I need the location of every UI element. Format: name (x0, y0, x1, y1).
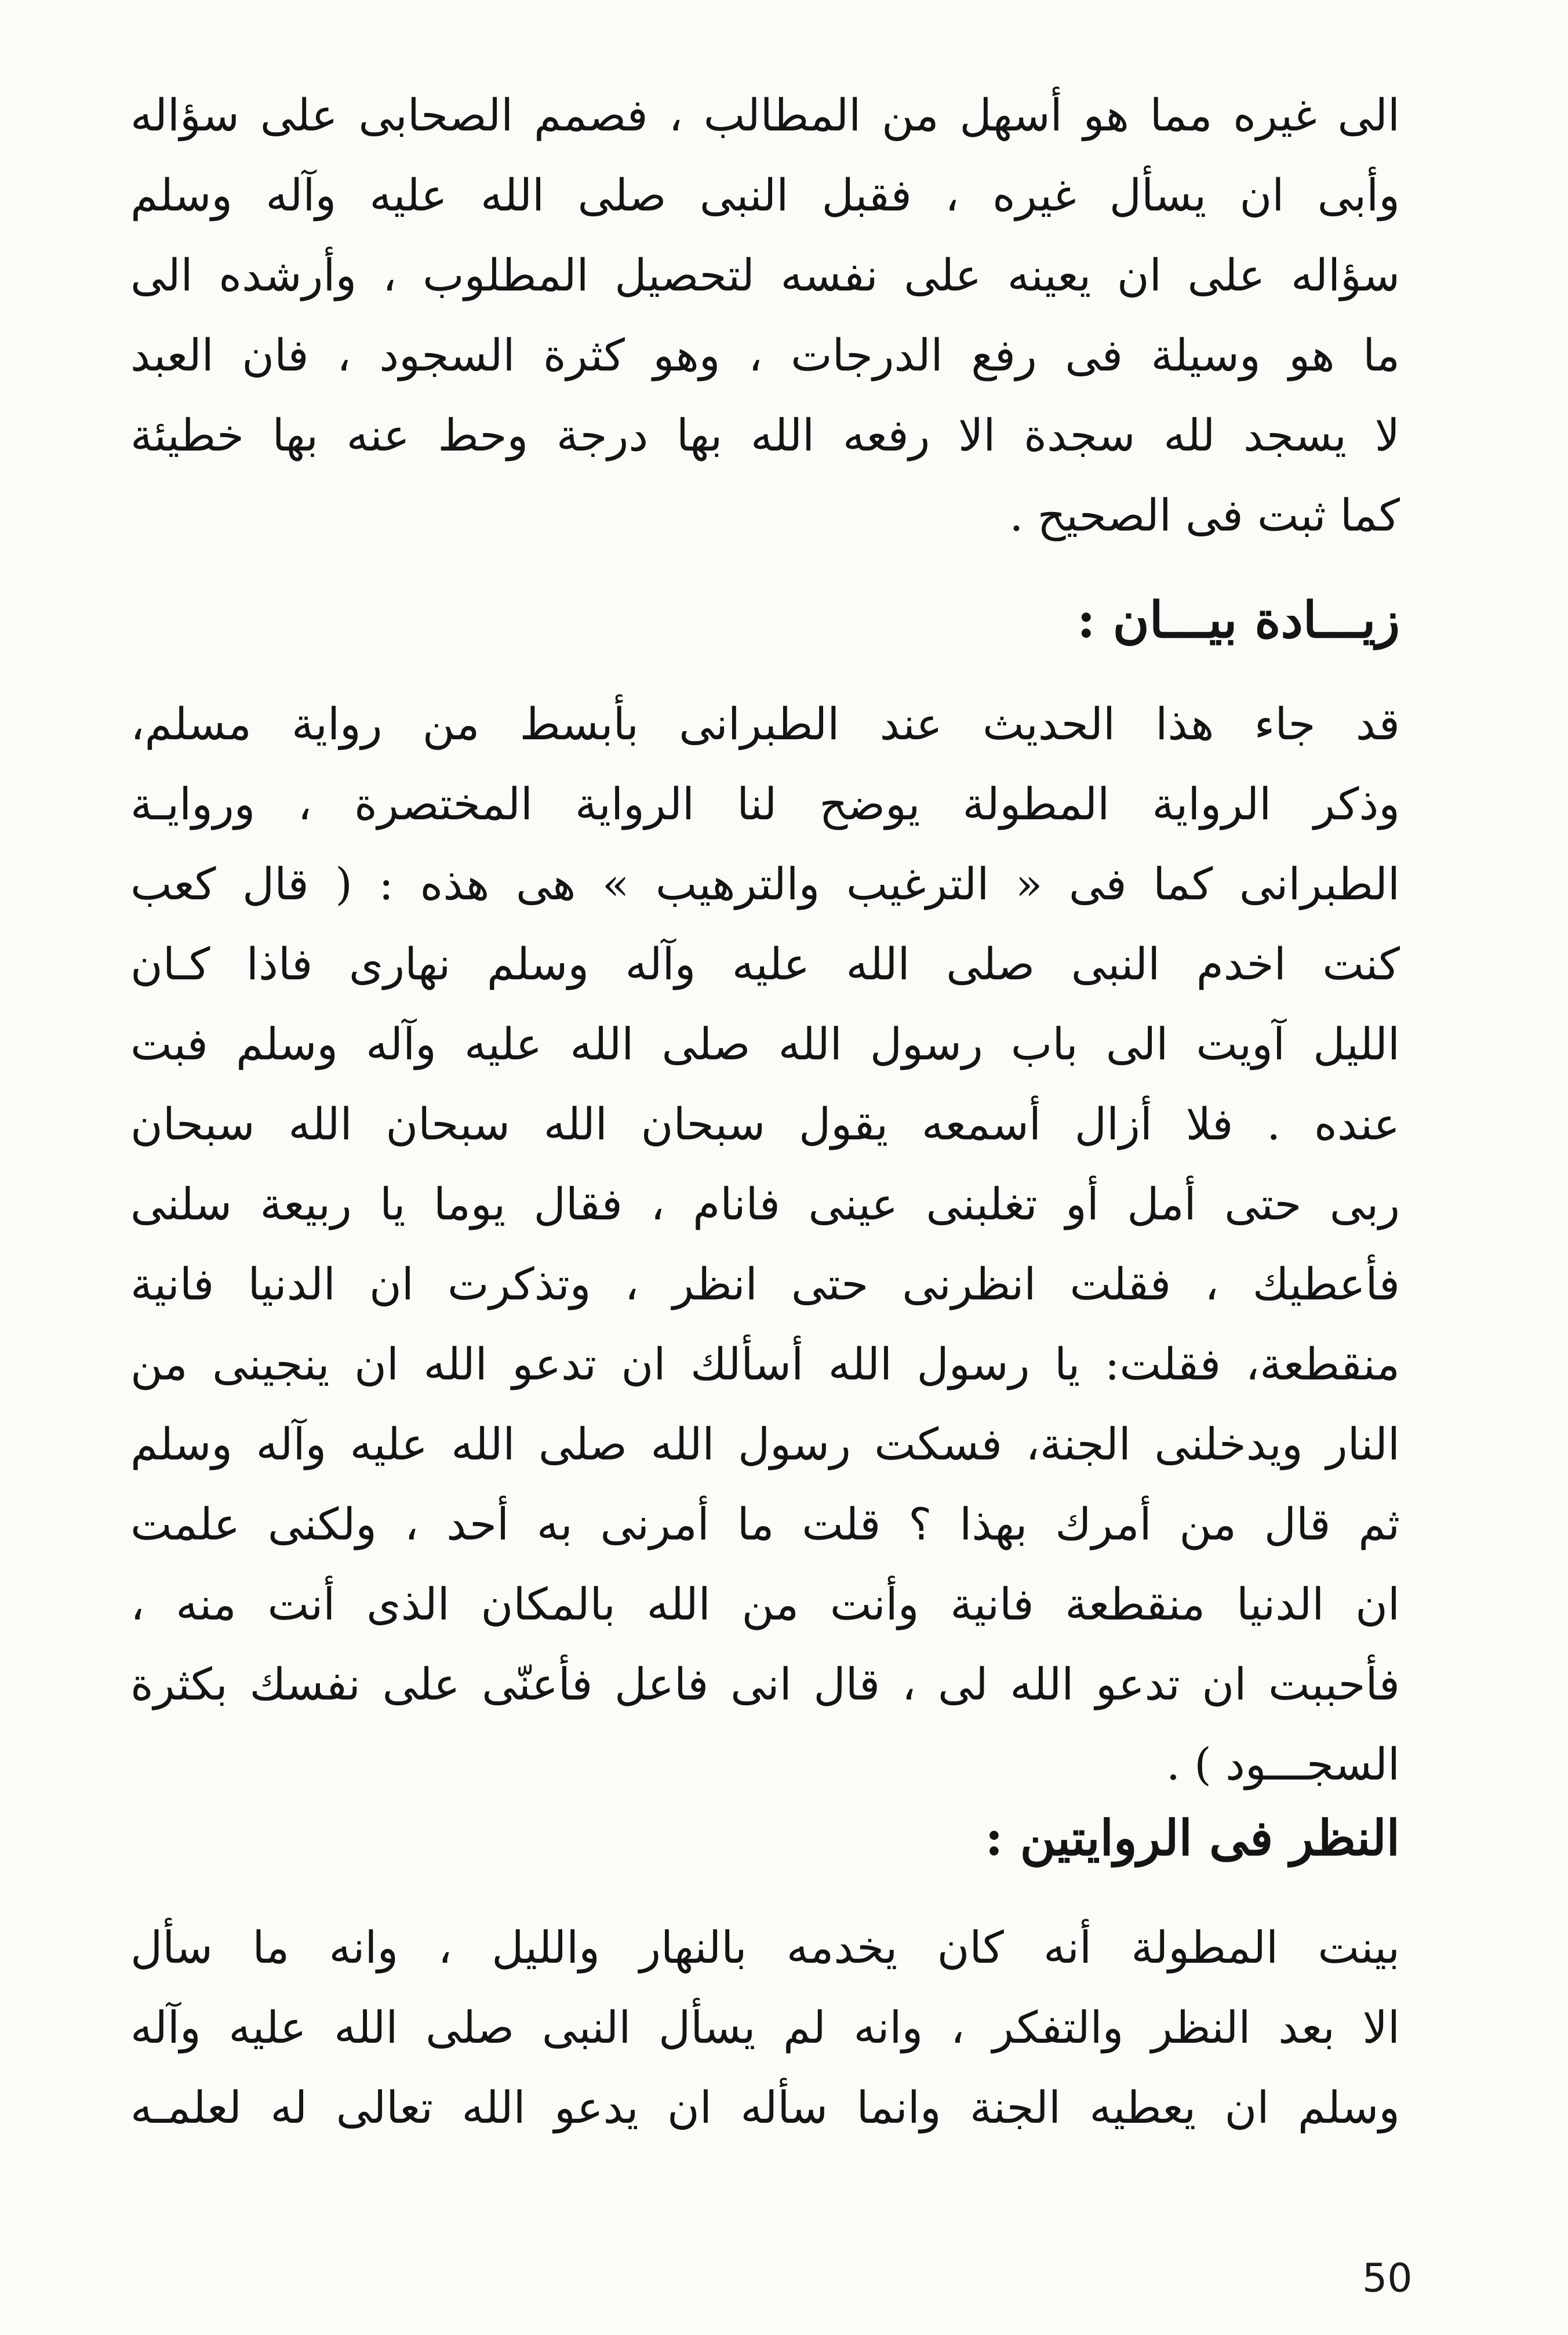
text-line: السجـــود ) . (1166, 1738, 1400, 1790)
text-line: قد جاء هذا الحديث عند الطبرانى بأبسط من رواية مسلم، (130, 698, 1400, 750)
section-heading-two-narrations: النظر فى الروايتين : (985, 1809, 1400, 1866)
text-line: وذكر الرواية المطولة يوضح لنا الرواية المختصرة ، وروايـة (130, 778, 1400, 830)
text-line: ثم قال من أمرك بهذا ؟ قلت ما أمرنى به أحد ، ولكنى علمت (130, 1498, 1400, 1550)
text-line: ربى حتى أمل أو تغلبنى عينى فانام ، فقال يوما يا ربيعة سلنى (130, 1178, 1400, 1230)
text-line: فأحببت ان تدعو الله لى ، قال انى فاعل فأعنّى على نفسك بكثرة (130, 1658, 1400, 1710)
paragraph-tabarani-narration (130, 684, 1400, 1804)
text-line: وأبى ان يسأل غيره ، فقبل النبى صلى الله عليه وآله وسلم (130, 169, 1400, 221)
paragraph-intro (130, 75, 1400, 555)
text-line: كما ثبت فى الصحيح . (1009, 489, 1400, 541)
text-line: وسلم ان يعطيه الجنة وانما سأله ان يدعو الله تعالى له لعلمـه (130, 2082, 1400, 2133)
text-line: بينت المطولة أنه كان يخدمه بالنهار والليل ، وانه ما سأل (130, 1922, 1400, 1973)
text-line: الطبرانى كما فى « الترغيب والترهيب » هى هذه : ( قال كعب (130, 858, 1400, 910)
text-line: ان الدنيا منقطعة فانية وأنت من الله بالمكان الذى أنت منه ، (130, 1578, 1400, 1630)
text-line: سؤاله على ان يعينه على نفسه لتحصيل المطلوب ، وأرشده الى (130, 249, 1400, 301)
page-number: 50 (1362, 2256, 1413, 2301)
text-line: عنده . فلا أزال أسمعه يقول سبحان الله سبحان الله سبحان (130, 1098, 1400, 1150)
section-heading-more-explanation: زيـــادة بيـــان : (1076, 591, 1400, 649)
text-line: الليل آويت الى باب رسول الله صلى الله عليه وآله وسلم فبت (130, 1018, 1400, 1070)
text-line: منقطعة، فقلت: يا رسول الله أسألك ان تدعو الله ان ينجينى من (130, 1338, 1400, 1390)
text-line: كنت اخدم النبى صلى الله عليه وآله وسلم نهارى فاذا كـان (130, 938, 1400, 990)
text-line: الى غيره مما هو أسهل من المطالب ، فصمم الصحابى على سؤاله (130, 89, 1400, 141)
text-line: لا يسجد لله سجدة الا رفعه الله بها درجة وحط عنه بها خطيئة (130, 409, 1400, 461)
text-line: فأعطيك ، فقلت انظرنى حتى انظر ، وتذكرت ان الدنيا فانية (130, 1258, 1400, 1310)
text-line: ما هو وسيلة فى رفع الدرجات ، وهو كثرة السجود ، فان العبد (130, 329, 1400, 381)
text-line: الا بعد النظر والتفكر ، وانه لم يسأل النبى صلى الله عليه وآله (130, 2002, 1400, 2053)
text-line: النار ويدخلنى الجنة، فسكت رسول الله صلى الله عليه وآله وسلم (130, 1418, 1400, 1470)
paragraph-comparison (130, 1908, 1400, 2148)
